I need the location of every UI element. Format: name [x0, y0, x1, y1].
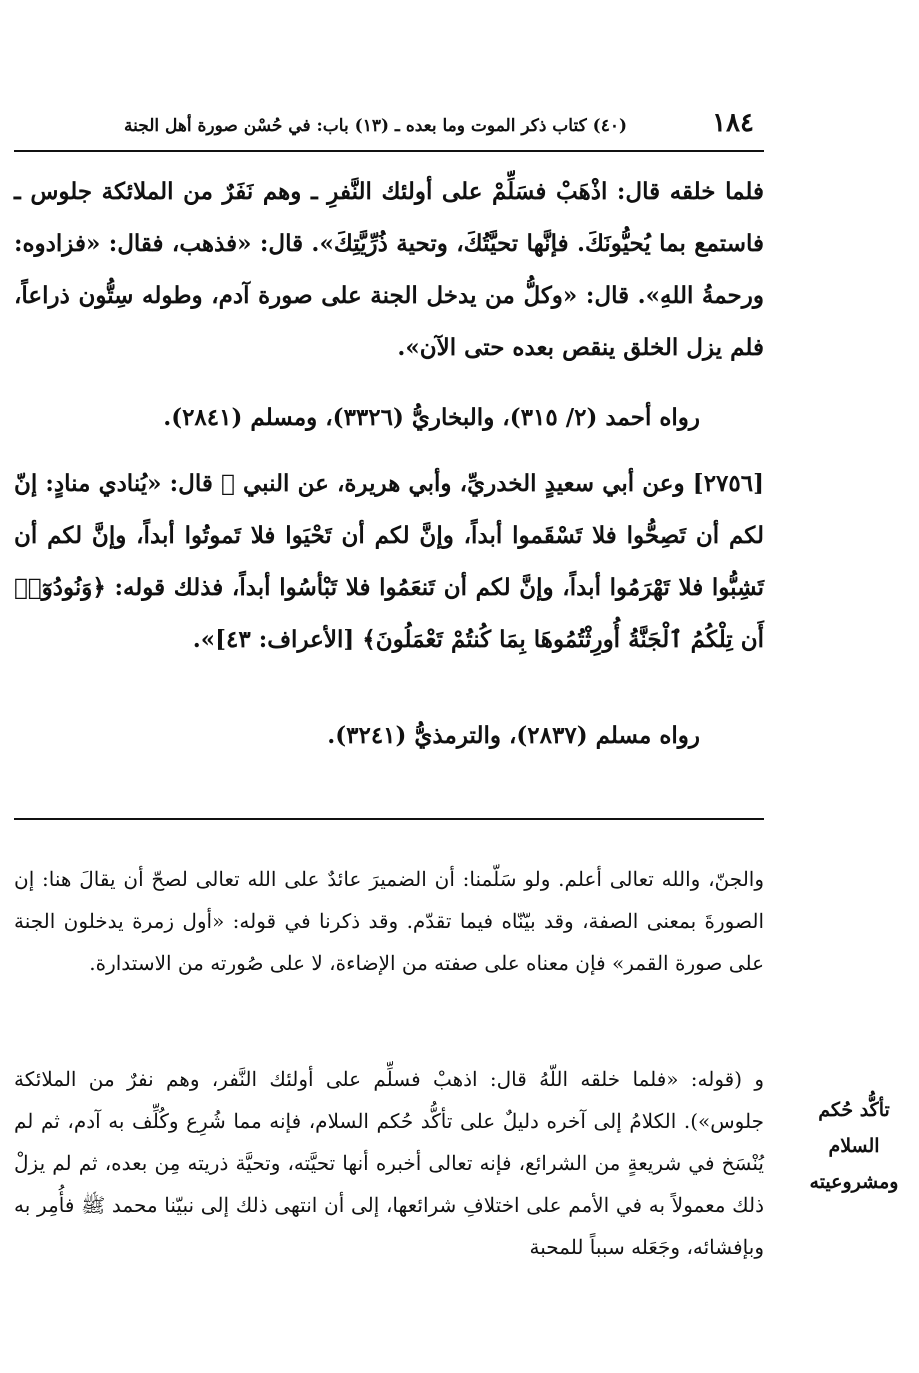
running-title: (٤٠) كتاب ذكر الموت وما بعده ـ (١٣) باب: في حُسْن صورة أهل الجنة [124, 116, 627, 136]
margin-note-line-2: السلام [828, 1135, 880, 1157]
hadith-text: وعن أبي سعيدٍ الخدريِّ، وأبي هريرة، عن النبي ﷺ قال: «يُنادي منادٍ: إنّ لكم أن تَصِحُّوا فلا تَسْقَموا أبداً، وإنَّ لكم أن تَحْيَوا فلا تَموتُوا أبداً، وإنَّ لكم أن تَشِبُّوا فلا تَهْرَمُوا أبداً، وإنَّ لكم أن تَنعَمُوا فلا تَبْأسُوا أبداً، فذلك قوله: [14, 470, 765, 601]
hadith-number: [٢٧٥٦] [692, 470, 764, 497]
header-divider [14, 150, 764, 152]
margin-note [798, 1092, 910, 1200]
page-header [14, 108, 764, 148]
commentary-paragraph-1: والجنّ، والله تعالى أعلم. ولو سَلّمنا: أن الضميرَ عائدٌ على الله تعالى لصحّ أن يقالَ هنا: إن الصورةَ بمعنى الصفة، وقد بيّنّاه فيما تقدّم. وقد ذكرنا في قوله: «أول زمرة يدخلون الجنة على صورة القمر» فإن معناه على صفته من الإضاءة، لا على صُورته من الاستدارة. [14, 867, 764, 975]
margin-note-line-1: تأكُّد حُكم [818, 1099, 890, 1121]
quran-reference: [الأعراف: ٤٣]». [192, 626, 355, 653]
hadith-source-1: رواه أحمد (٢/ ٣١٥)، والبخاريُّ (٣٣٢٦)، ومسلم (٢٨٤١). [163, 404, 700, 431]
hadith-source-2: رواه مسلم (٢٨٣٧)، والترمذيُّ (٣٢٤١). [327, 722, 700, 749]
commentary-divider [14, 818, 764, 820]
page-number: ١٨٤ [712, 108, 754, 138]
commentary-paragraph-2: و (قوله: «فلما خلقه اللّهُ قال: اذهبْ فسلِّم على أولئك النَّفر، وهم نفرٌ من الملائكة جلوس»). الكلامُ إلى آخره دليلٌ على تأكُّد حُكم السلام، فإنه مما شُرِع وكُلِّف به آدم، ثم لم يُنْسَخ في شريعةٍ من الشرائع، فإنه تعالى أخبره أنها تحيَّته، وتحيَّة ذريته مِن بعده، ثم لم يزلْ ذلك معمولاً به في الأمم على اختلافِ شرائعها، إلى أن انتهى ذلك إلى نبيّنا محمد ﷺ فأُمِر به وبإفشائه، وجَعَله سبباً للمحبة [14, 1067, 764, 1259]
quran-verse: ﴿وَنُودُوٓا۟ أَن تِلْكُمُ ٱلْجَنَّةُ أُورِثْتُمُوهَا بِمَا كُنتُمْ تَعْمَلُونَ﴾ [14, 574, 764, 653]
hadith-text-continuation: فلما خلقه قال: اذْهَبْ فسَلِّمْ على أولئك النَّفرِ ـ وهم نَفَرٌ من الملائكة جلوس ـ فاستمع بما يُحيُّونَكَ. فإنَّها تحيَّتُكَ، وتحية ذُرِّيَّتِكَ». قال: «فذهب، فقال: «فزادوه: ورحمةُ اللهِ». قال: «وكلُّ من يدخل الجنة على صورة آدم، وطوله سِتُّون ذراعاً، فلم يزل الخلق ينقص بعده حتى الآن». [14, 178, 764, 361]
hadith-2756 [14, 458, 764, 666]
margin-note-line-3: ومشروعيته [809, 1171, 899, 1193]
